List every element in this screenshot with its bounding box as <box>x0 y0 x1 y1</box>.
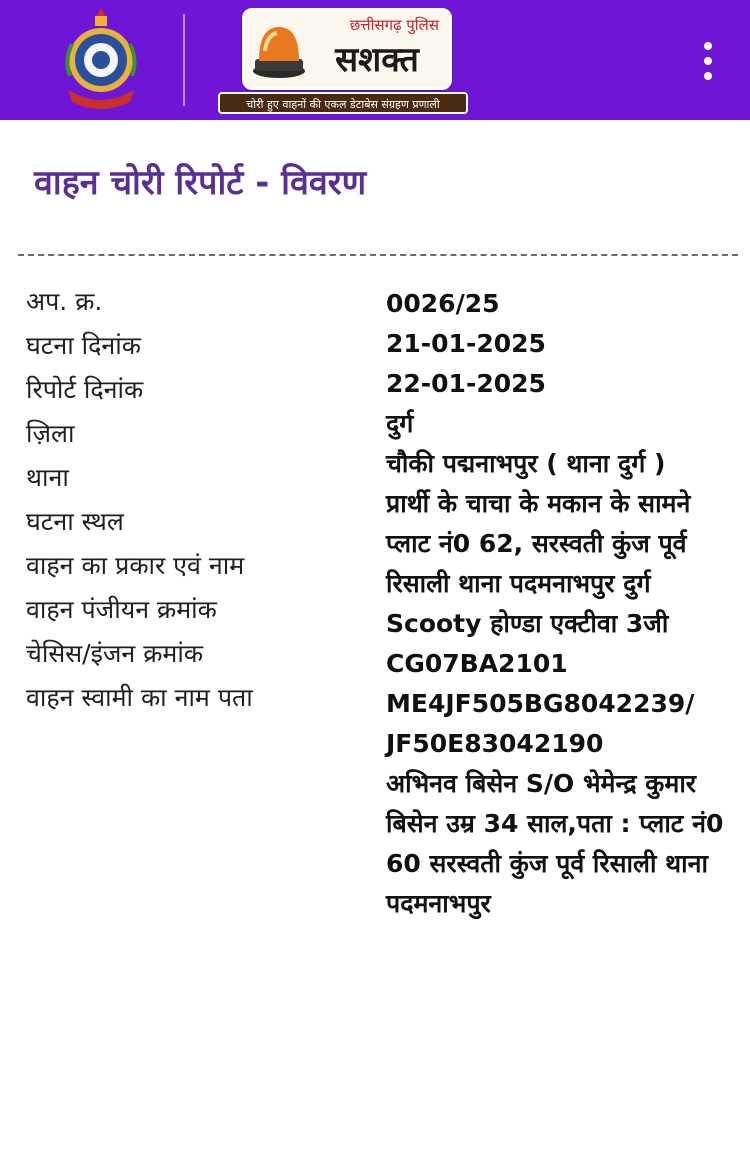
value-vehicle-type: Scooty होण्डा एक्टीवा 3जी <box>386 609 669 638</box>
value-incident-date: 21-01-2025 <box>386 329 546 358</box>
value-report-date: 22-01-2025 <box>386 369 546 398</box>
value-owner-address: अभिनव बिसेन S/O भेमेन्द्र कुमार बिसेन उम्र 34 साल,पता : प्लाट नं0 60 सरस्वती कुंज पूर्व रिसाली थाना पदमनाभपुर <box>386 769 724 918</box>
label-chassis-engine: चेसिस/इंजन क्रमांक <box>26 639 204 668</box>
label-fir-number: अप. क्र. <box>26 287 103 316</box>
label-district: ज़िला <box>26 419 75 448</box>
value-district: दुर्ग <box>386 409 414 438</box>
value-incident-place: प्रार्थी के चाचा के मकान के सामने प्लाट नं0 62, सरस्वती कुंज पूर्व रिसाली थाना पदमनाभपुर दुर्ग <box>386 489 691 598</box>
label-owner-address: वाहन स्वामी का नाम पता <box>26 683 253 712</box>
detail-values <box>386 284 736 924</box>
siren-icon <box>251 21 307 79</box>
value-registration-number: CG07BA2101 <box>386 649 568 678</box>
app-logo <box>242 8 452 90</box>
value-chassis-engine: ME4JF505BG8042239/ JF50E83042190 <box>386 689 695 758</box>
label-police-station: थाना <box>26 463 69 492</box>
more-vert-icon[interactable] <box>696 40 720 82</box>
label-incident-place: घटना स्थल <box>26 507 124 536</box>
page-title: वाहन चोरी रिपोर्ट - विवरण <box>34 163 367 203</box>
logo-subtitle: छत्तीसगढ़ पुलिस <box>349 16 439 34</box>
label-registration-number: वाहन पंजीयन क्रमांक <box>26 595 217 624</box>
detail-labels <box>26 284 366 724</box>
police-emblem-icon <box>62 6 140 114</box>
label-vehicle-type: वाहन का प्रकार एवं नाम <box>26 551 245 580</box>
label-report-date: रिपोर्ट दिनांक <box>26 375 144 404</box>
dashed-divider <box>18 254 738 256</box>
value-police-station: चौकी पद्मनाभपुर ( थाना दुर्ग ) <box>386 449 666 478</box>
value-fir-number: 0026/25 <box>386 289 500 318</box>
label-incident-date: घटना दिनांक <box>26 331 141 360</box>
logo-title: सशक्त <box>335 40 419 80</box>
app-header <box>0 0 750 120</box>
app-tagline: चोरी हुए वाहनों की एकल डेटाबेस संग्रहण प्रणाली <box>218 92 468 114</box>
header-divider <box>183 14 185 106</box>
